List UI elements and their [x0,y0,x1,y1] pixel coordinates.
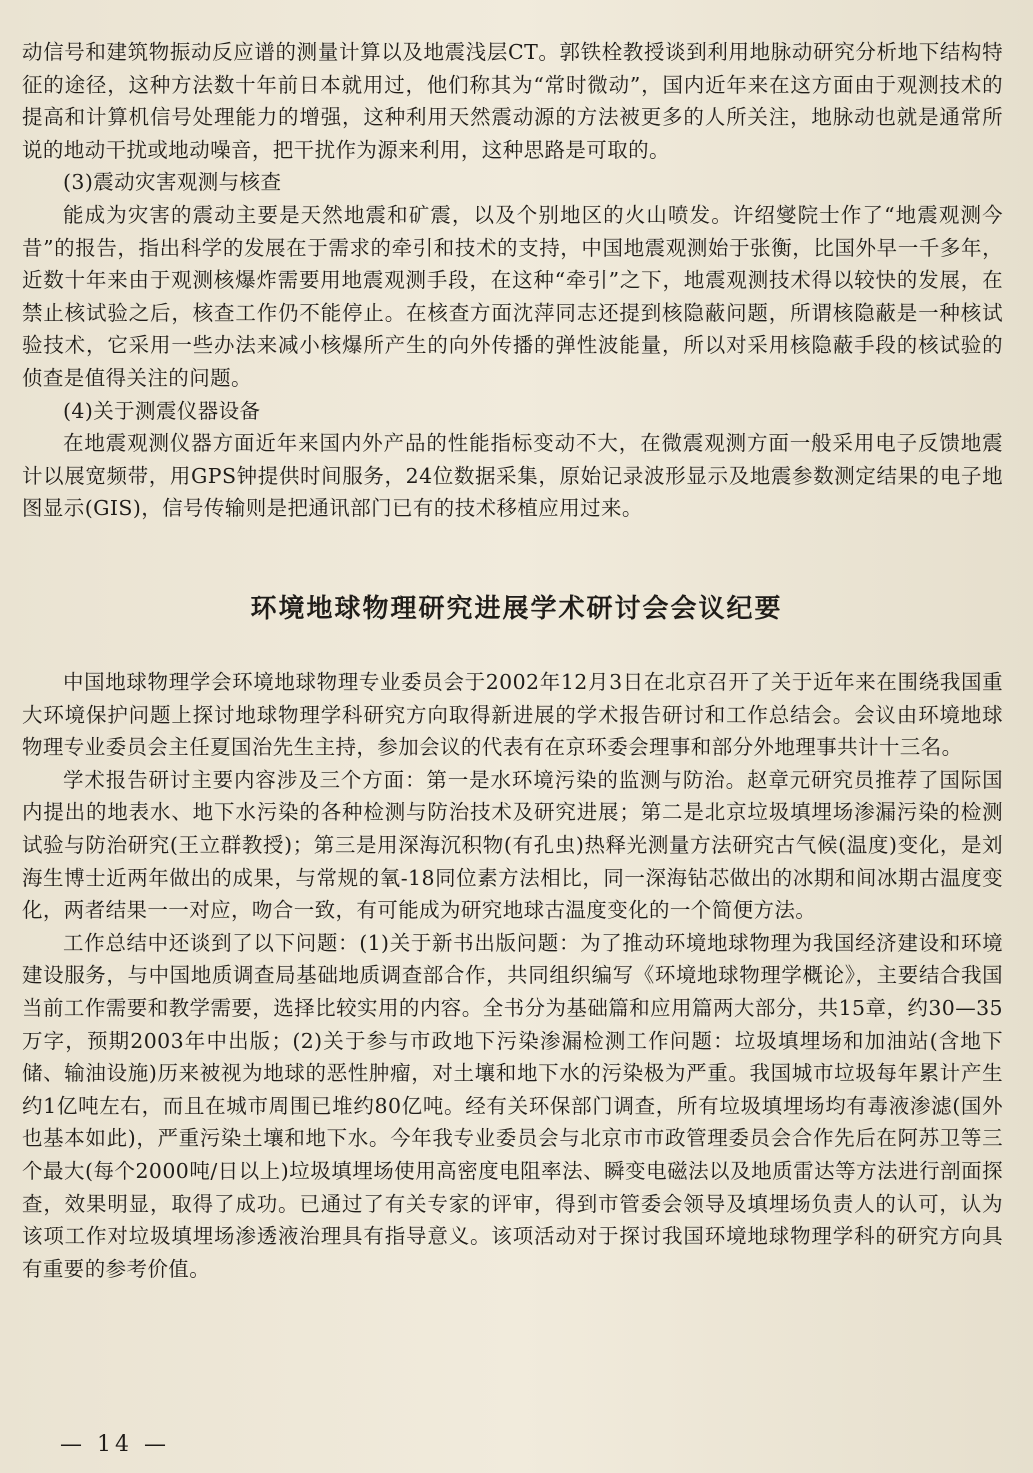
paragraph: 能成为灾害的震动主要是天然地震和矿震，以及个别地区的火山喷发。许绍燮院士作了“地震观测今昔”的报告，指出科学的发展在于需求的牵引和技术的支持，中国地震观测始于张衡，比国外早一千多年，近数十年来由于观测核爆炸需要用地震观测手段，在这种“牵引”之下，地震观测技术得以较快的发展，在禁止核试验之后，核查工作仍不能停止。在核查方面沈萍同志还提到核隐蔽问题，所谓核隐蔽是一种核试验技术，它采用一些办法来减小核爆所产生的向外传播的弹性波能量，所以对采用核隐蔽手段的核试验的侦查是值得关注的问题。 [22,202,1003,390]
paragraph: 在地震观测仪器方面近年来国内外产品的性能指标变动不大，在微震观测方面一般采用电子反馈地震计以展宽频带，用GPS钟提供时间服务，24位数据采集，原始记录波形显示及地震参数测定结果的电子地图显示(GIS)，信号传输则是把通讯部门已有的技术移植应用过来。 [22,431,1003,521]
previous-article-continuation [22,36,1003,525]
page-number: — 14 — [60,1432,170,1457]
section-heading: (4)关于测震仪器设备 [63,398,261,423]
paragraph: 学术报告研讨主要内容涉及三个方面：第一是水环境污染的监测与防治。赵章元研究员推荐了国际国内提出的地表水、地下水污染的各种检测与防治技术及研究进展；第二是北京垃圾填埋场渗漏污染的检测试验与防治研究(王立群教授)；第三是用深海沉积物(有孔虫)热释光测量方法研究古气候(温度)变化，是刘海生博士近两年做出的成果，与常规的氧-18同位素方法相比，同一深海钻芯做出的冰期和间冰期古温度变化，两者结果一一对应，吻合一致，有可能成为研究地球古温度变化的一个简便方法。 [22,767,1003,923]
section-heading: (3)震动灾害观测与核查 [63,170,282,195]
paragraph: 动信号和建筑物振动反应谱的测量计算以及地震浅层CT。郭铁栓教授谈到利用地脉动研究分析地下结构特征的途径，这种方法数十年前日本就用过，他们称其为“常时微动”，国内近年来在这方面由于观测技术的提高和计算机信号处理能力的增强，这种利用天然震动源的方法被更多的人所关注，地脉动也就是通常所说的地动干扰或地动噪音，把干扰作为源来利用，这种思路是可取的。 [22,40,1003,162]
article-body [22,666,1003,1285]
paragraph: 中国地球物理学会环境地球物理专业委员会于2002年12月3日在北京召开了关于近年来在围绕我国重大环境保护问题上探讨地球物理学科研究方向取得新进展的学术报告研讨和工作总结会。会议由环境地球物理专业委员会主任夏国治先生主持，参加会议的代表有在京环委会理事和部分外地理事共计十三名。 [22,670,1003,760]
paragraph: 工作总结中还谈到了以下问题：(1)关于新书出版问题：为了推动环境地球物理为我国经济建设和环境建设服务，与中国地质调查局基础地质调查部合作，共同组织编写《环境地球物理学概论》，主要结合我国当前工作需要和教学需要，选择比较实用的内容。全书分为基础篇和应用篇两大部分，共15章，约30—35万字，预期2003年中出版；(2)关于参与市政地下污染渗漏检测工作问题：垃圾填埋场和加油站(含地下储、输油设施)历来被视为地球的恶性肿瘤，对土壤和地下水的污染极为严重。我国城市垃圾每年累计产生约1亿吨左右，而且在城市周围已堆约80亿吨。经有关环保部门调查，所有垃圾填埋场均有毒液渗滤(国外也基本如此)，严重污染土壤和地下水。今年我专业委员会与北京市市政管理委员会合作先后在阿苏卫等三个最大(每个2000吨/日以上)垃圾填埋场使用高密度电阻率法、瞬变电磁法以及地质雷达等方法进行剖面探查，效果明显，取得了成功。已通过了有关专家的评审，得到市管委会领导及填埋场负责人的认可，认为该项工作对垃圾填埋场渗透液治理具有指导意义。该项活动对于探讨我国环境地球物理学科的研究方向具有重要的参考价值。 [22,930,1003,1281]
article-title: 环境地球物理研究进展学术研讨会会议纪要 [250,594,783,624]
